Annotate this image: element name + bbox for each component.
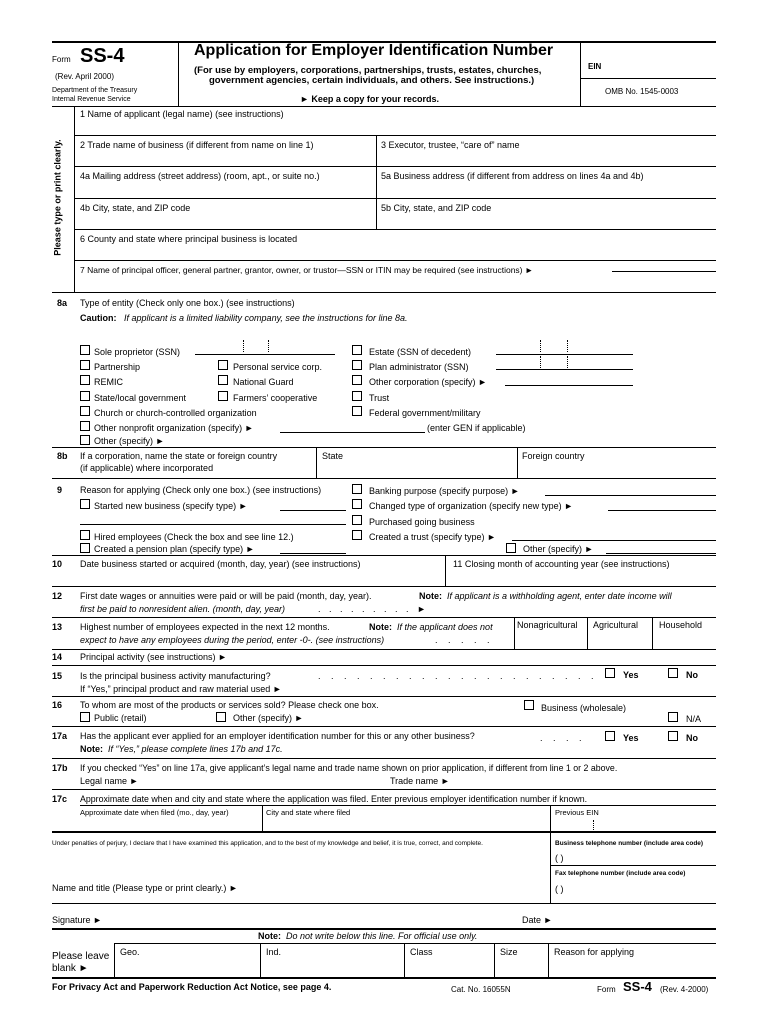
manufacturing-no-label: No — [686, 670, 698, 680]
sole-proprietor-label: Sole proprietor (SSN) — [94, 347, 181, 357]
line-15-label: Is the principal business activity manufacturing? — [80, 671, 271, 681]
department: Department of the Treasury — [52, 87, 138, 94]
church-checkbox[interactable] — [80, 406, 90, 416]
agricultural-label: Agricultural — [593, 620, 639, 630]
national-guard-label: National Guard — [233, 377, 294, 387]
line-17a-label: Has the applicant ever applied for an employer identification number for this or any other business? — [80, 731, 475, 741]
public-retail-checkbox[interactable] — [80, 712, 90, 722]
other-entity-label: Other (specify) ► — [94, 436, 165, 446]
please-leave-label: Please leave — [52, 951, 110, 962]
line-13-label: Highest number of employees expected in the next 12 months. — [80, 622, 330, 632]
line-6-label: 6 County and state where principal business is located — [80, 234, 298, 244]
applied-no-label: No — [686, 733, 698, 743]
trade-name-label: Trade name ► — [390, 776, 450, 786]
wholesale-checkbox[interactable] — [524, 700, 534, 710]
approx-date-label: Approximate date when filed (mo., day, year) — [80, 808, 229, 817]
signature-label: Signature ► — [52, 915, 102, 925]
plan-admin-label: Plan administrator (SSN) — [369, 362, 469, 372]
farmers-coop-checkbox[interactable] — [218, 391, 228, 401]
line-10-label: Date business started or acquired (month, day, year) (see instructions) — [80, 559, 361, 569]
side-label: Please type or print clearly. — [52, 139, 63, 256]
line-8a-num: 8a — [57, 298, 68, 308]
state-label: State — [322, 451, 344, 461]
ind-label: Ind. — [266, 947, 282, 957]
line-17a-note-label: Note: — [80, 744, 103, 754]
national-guard-checkbox[interactable] — [218, 375, 228, 385]
geo-label: Geo. — [120, 947, 140, 957]
line-12-dots: . . . . . . . . . ► — [318, 604, 429, 614]
personal-service-checkbox[interactable] — [218, 360, 228, 370]
line-5b-label: 5b City, state, and ZIP code — [381, 203, 492, 213]
size-label: Size — [500, 947, 518, 957]
line-2-label: 2 Trade name of business (if different from name on line 1) — [80, 140, 314, 150]
applied-yes-checkbox[interactable] — [605, 731, 615, 741]
state-local-checkbox[interactable] — [80, 391, 90, 401]
purchased-checkbox[interactable] — [352, 515, 362, 525]
line-8b-label-1: If a corporation, name the state or foreign country — [80, 451, 278, 461]
omb-number: OMB No. 1545-0003 — [605, 87, 679, 96]
state-local-label: State/local government — [94, 393, 187, 403]
line-11-label: 11 Closing month of accounting year (see instructions) — [453, 559, 670, 569]
line-16-label: To whom are most of the products or services sold? Please check one box. — [80, 700, 379, 710]
line-9-num: 9 — [57, 485, 63, 495]
date-label: Date ► — [522, 915, 553, 925]
other-nonprofit-checkbox[interactable] — [80, 421, 90, 431]
previous-ein-label: Previous EIN — [555, 808, 599, 817]
catalog-number: Cat. No. 16055N — [451, 985, 511, 994]
other-corp-label: Other corporation (specify) ► — [369, 377, 487, 387]
other-sold-checkbox[interactable] — [216, 712, 226, 722]
other-reason-checkbox[interactable] — [506, 543, 516, 553]
other-entity-checkbox[interactable] — [80, 435, 90, 445]
created-trust-label: Created a trust (specify type) ► — [369, 532, 496, 542]
line-4a-label: 4a Mailing address (street address) (room, apt., or suite no.) — [80, 171, 320, 181]
line-3-label: 3 Executor, trustee, “care of” name — [381, 140, 520, 150]
estate-label: Estate (SSN of decedent) — [369, 347, 472, 357]
other-sold-label: Other (specify) ► — [233, 713, 304, 723]
wholesale-label: Business (wholesale) — [541, 703, 627, 713]
remic-checkbox[interactable] — [80, 375, 90, 385]
pension-plan-label: Created a pension plan (specify type) ► — [94, 544, 255, 554]
changed-type-checkbox[interactable] — [352, 499, 362, 509]
na-label: N/A — [686, 714, 702, 724]
footer-revision: (Rev. 4-2000) — [660, 985, 709, 994]
line-12-label: First date wages or annuities were paid or will be paid (month, day, year). — [80, 591, 372, 601]
class-label: Class — [410, 947, 433, 957]
line-17a-note-text: If “Yes,” please complete lines 17b and 17c. — [108, 744, 283, 754]
line-13-num: 13 — [52, 622, 63, 632]
line-14-label: Principal activity (see instructions) ► — [80, 652, 227, 662]
form-subtitle-2: government agencies, certain individuals, and others. See instructions.) — [209, 75, 535, 86]
line-17c-num: 17c — [52, 794, 68, 804]
line-16-num: 16 — [52, 700, 63, 710]
line-17a-num: 17a — [52, 731, 68, 741]
line-15-dots: . . . . . . . . . . . . . . . . . . . . . . — [318, 671, 598, 681]
household-label: Household — [659, 620, 703, 630]
form-label: Form — [52, 55, 71, 64]
line-8b-label-2: (if applicable) where incorporated — [80, 463, 214, 473]
revision-date: (Rev. April 2000) — [55, 72, 114, 81]
trust-checkbox[interactable] — [352, 391, 362, 401]
church-label: Church or church-controlled organization — [94, 408, 257, 418]
banking-checkbox[interactable] — [352, 484, 362, 494]
hired-employees-checkbox[interactable] — [80, 530, 90, 540]
manufacturing-no-checkbox[interactable] — [668, 668, 678, 678]
started-business-label: Started new business (specify type) ► — [94, 501, 248, 511]
applied-no-checkbox[interactable] — [668, 731, 678, 741]
line-15-num: 15 — [52, 671, 63, 681]
other-corp-checkbox[interactable] — [352, 375, 362, 385]
other-nonprofit-label: Other nonprofit organization (specify) ► — [94, 423, 254, 433]
footer-form-label: Form — [597, 985, 616, 994]
line-12-note-text: If applicant is a withholding agent, enter date income will — [447, 591, 672, 601]
line-1-label: 1 Name of applicant (legal name) (see instructions) — [80, 109, 284, 119]
footer-form-number: SS-4 — [623, 979, 652, 994]
line-14-num: 14 — [52, 652, 63, 662]
reason-applying-label: Reason for applying — [554, 947, 635, 957]
created-trust-checkbox[interactable] — [352, 530, 362, 540]
remic-label: REMIC — [94, 377, 123, 387]
perjury-statement: Under penalties of perjury, I declare that I have examined this application, and to the best of my knowledge and belief, it is true, correct, and complete. — [52, 840, 483, 847]
business-phone-paren: ( ) — [555, 853, 564, 863]
changed-type-label: Changed type of organization (specify new type) ► — [369, 501, 574, 511]
line-17a-dots: . . . . — [540, 733, 586, 743]
partnership-label: Partnership — [94, 362, 141, 372]
pension-plan-checkbox[interactable] — [80, 543, 90, 553]
line-8a-label: Type of entity (Check only one box.) (see instructions) — [80, 298, 295, 308]
name-title-label: Name and title (Please type or print clearly.) ► — [52, 883, 238, 893]
city-state-filed-label: City and state where filed — [266, 808, 351, 817]
form-subtitle-1: (For use by employers, corporations, partnerships, trusts, estates, churches, — [194, 65, 542, 76]
estate-checkbox[interactable] — [352, 345, 362, 355]
other-reason-label: Other (specify) ► — [523, 544, 594, 554]
sole-proprietor-checkbox[interactable] — [80, 345, 90, 355]
manufacturing-yes-label: Yes — [623, 670, 639, 680]
personal-service-label: Personal service corp. — [233, 362, 323, 372]
form-number: SS-4 — [80, 45, 125, 67]
foreign-country-label: Foreign country — [522, 451, 585, 461]
line-12-note-label: Note: — [419, 591, 442, 601]
hired-employees-label: Hired employees (Check the box and see line 12.) — [94, 532, 294, 542]
business-phone-label: Business telephone number (include area code) — [555, 840, 704, 847]
irs-label: Internal Revenue Service — [52, 96, 131, 103]
line-17c-label: Approximate date when and city and state where the application was filed. Enter previous employer identification number if known. — [80, 794, 588, 804]
purchased-label: Purchased going business — [369, 517, 475, 527]
line-5a-label: 5a Business address (if different from address on lines 4a and 4b) — [381, 171, 644, 181]
federal-label: Federal government/military — [369, 408, 481, 418]
enter-gen-label: (enter GEN if applicable) — [427, 423, 526, 433]
caution-text: If applicant is a limited liability company, see the instructions for line 8a. — [124, 313, 408, 323]
line-13-dots: . . . . . — [435, 635, 494, 645]
official-note-text: Do not write below this line. For official use only. — [286, 931, 478, 941]
line-4b-label: 4b City, state, and ZIP code — [80, 203, 191, 213]
started-business-checkbox[interactable] — [80, 499, 90, 509]
official-note-label: Note: — [258, 931, 281, 941]
line-13-note-text: If the applicant does not — [397, 622, 493, 632]
line-7-label: 7 Name of principal officer, general partner, grantor, owner, or trustor—SSN or ITIN may be required (see instructions) ► — [80, 265, 534, 275]
applied-yes-label: Yes — [623, 733, 639, 743]
plan-admin-checkbox[interactable] — [352, 360, 362, 370]
legal-name-label: Legal name ► — [80, 776, 139, 786]
line-10-num: 10 — [52, 559, 63, 569]
caution-label: Caution: — [80, 313, 117, 323]
line-8b-num: 8b — [57, 451, 68, 461]
public-retail-label: Public (retail) — [94, 713, 147, 723]
line-15-if-yes: If “Yes,” principal product and raw material used ► — [80, 684, 282, 694]
line-13-line2: expect to have any employees during the period, enter -0-. (see instructions) — [80, 635, 385, 645]
federal-checkbox[interactable] — [352, 406, 362, 416]
fax-phone-label: Fax telephone number (include area code) — [555, 870, 686, 877]
line-9-label: Reason for applying (Check only one box.) (see instructions) — [80, 485, 322, 495]
ein-label: EIN — [588, 62, 602, 71]
line-12-num: 12 — [52, 591, 63, 601]
line-17b-label: If you checked “Yes” on line 17a, give applicant’s legal name and trade name shown on prior application, if different from line 1 or 2 above. — [80, 763, 618, 773]
nonagricultural-label: Nonagricultural — [517, 620, 578, 630]
farmers-coop-label: Farmers’ cooperative — [233, 393, 318, 403]
line-17b-num: 17b — [52, 763, 68, 773]
fax-phone-paren: ( ) — [555, 884, 564, 894]
banking-label: Banking purpose (specify purpose) ► — [369, 486, 520, 496]
privacy-notice: For Privacy Act and Paperwork Reduction Act Notice, see page 4. — [52, 982, 332, 992]
line-13-note-label: Note: — [369, 622, 392, 632]
trust-label: Trust — [369, 393, 390, 403]
partnership-checkbox[interactable] — [80, 360, 90, 370]
blank-label: blank ► — [52, 963, 89, 974]
keep-copy: ► Keep a copy for your records. — [300, 94, 439, 104]
na-checkbox[interactable] — [668, 712, 678, 722]
form-title: Application for Employer Identification Number — [194, 42, 554, 59]
manufacturing-yes-checkbox[interactable] — [605, 668, 615, 678]
line-12-line2: first be paid to nonresident alien. (month, day, year) — [80, 604, 285, 614]
